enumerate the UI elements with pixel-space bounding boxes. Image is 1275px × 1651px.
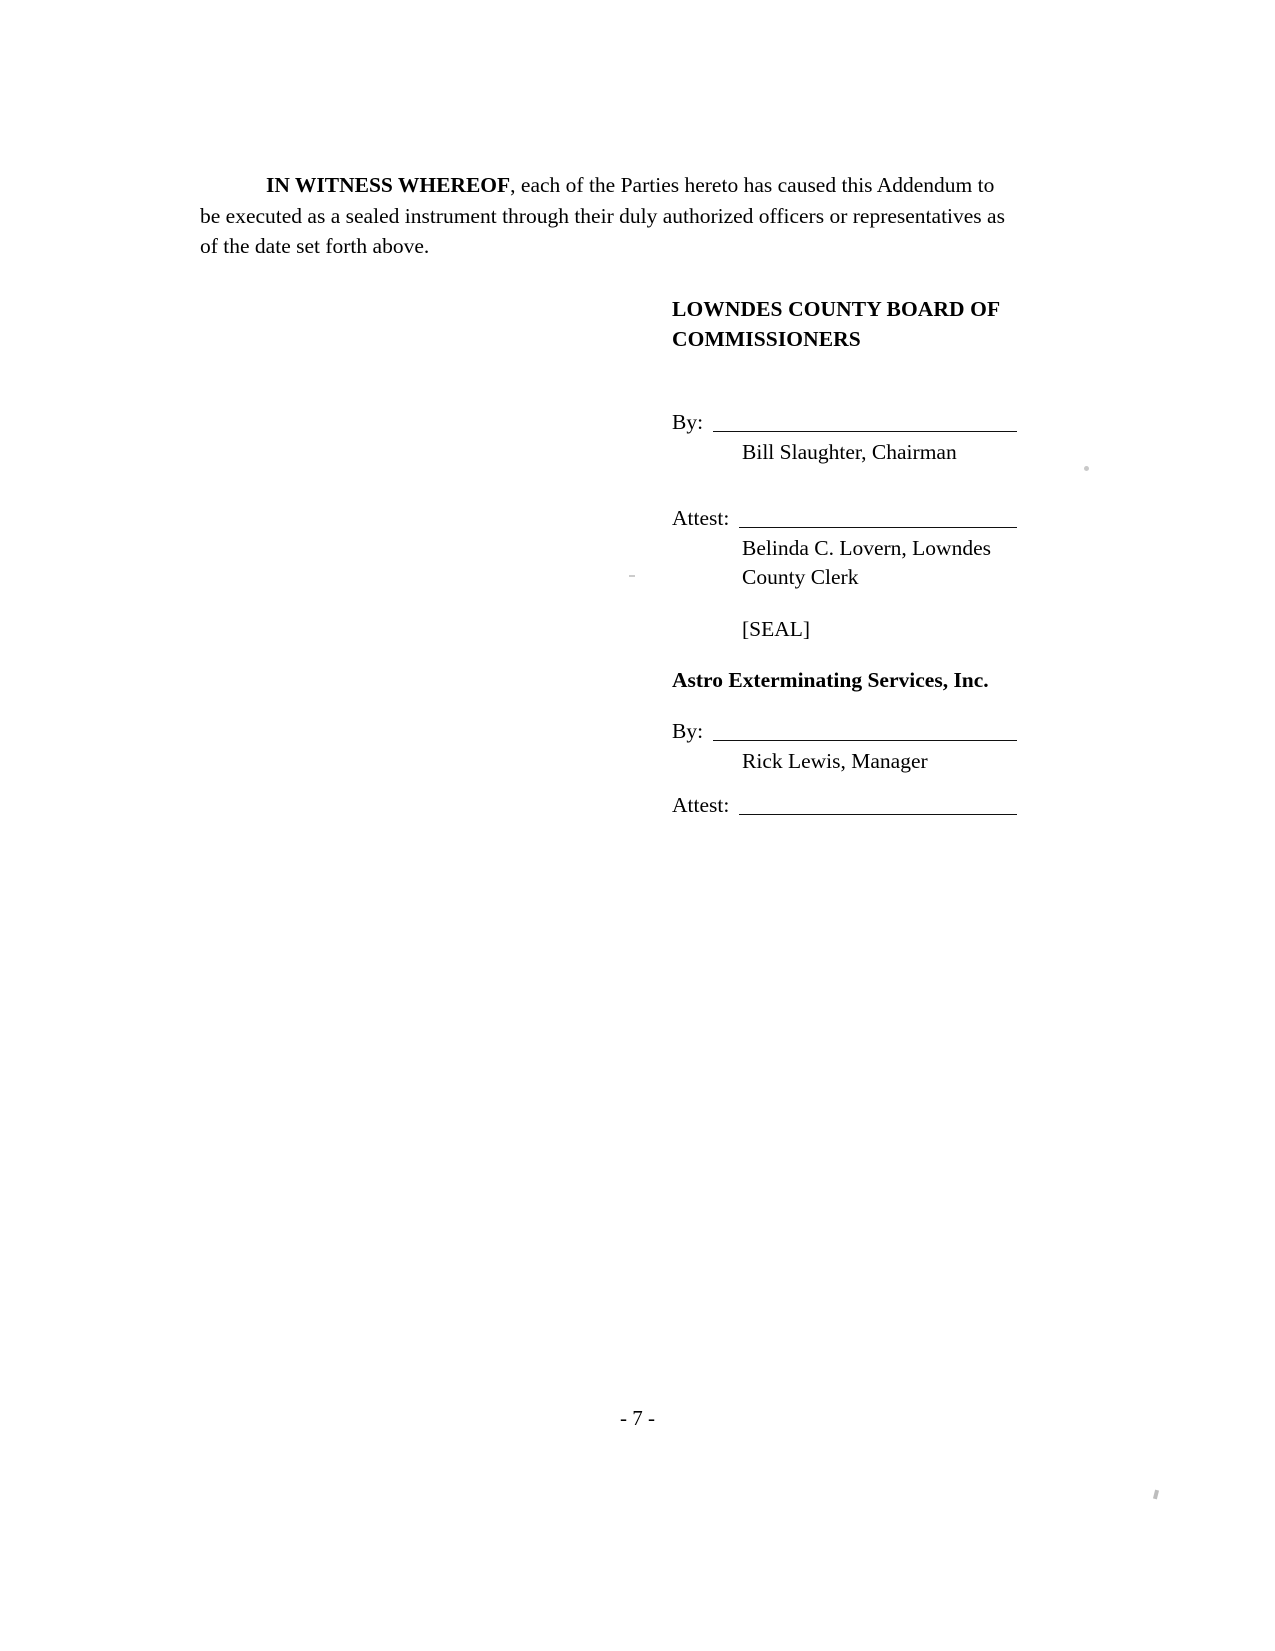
spacer (672, 591, 1017, 617)
county-attest-label: Attest: (672, 506, 730, 531)
seal-marker: [SEAL] (742, 617, 811, 642)
company-by-signature-line[interactable] (713, 740, 1017, 741)
signature-block (672, 295, 1017, 819)
spacer (672, 693, 1017, 719)
witness-paragraph (200, 170, 1012, 262)
county-by-label: By: (672, 410, 704, 435)
company-name: Astro Exterminating Services, Inc. (672, 668, 989, 693)
company-by-label: By: (672, 719, 704, 744)
county-by-name: Bill Slaughter, Chairman (742, 440, 957, 465)
company-by-row (672, 719, 1017, 745)
company-by-name: Rick Lewis, Manager (742, 748, 928, 773)
company-attest-signature-line[interactable] (739, 814, 1017, 815)
county-by-signature-line[interactable] (713, 431, 1017, 432)
witness-paragraph-lead: IN WITNESS WHEREOF (266, 173, 511, 197)
page-number: - 7 - (620, 1406, 655, 1430)
county-organization-name: LOWNDES COUNTY BOARD OF COMMISSIONERS (672, 297, 1000, 351)
company-attest-row (672, 793, 1017, 819)
county-attest-signature-line[interactable] (739, 527, 1017, 528)
county-by-row (672, 410, 1017, 436)
spacer (672, 775, 1017, 793)
scan-artifact (1084, 466, 1089, 471)
spacer (672, 354, 1017, 410)
company-attest-label: Attest: (672, 793, 730, 818)
witness-paragraph-block (200, 170, 1012, 262)
spacer (672, 466, 1017, 506)
county-attest-name: Belinda C. Lovern, Lowndes County Clerk (742, 536, 991, 589)
scan-artifact (629, 575, 635, 577)
spacer (672, 642, 1017, 668)
scan-artifact (1153, 1490, 1159, 1500)
witness-paragraph-rest: , each of the Parties hereto has caused this Addendum to be executed as a sealed instrument through their duly authorized officers or representatives as of the date set forth above. (200, 173, 1005, 259)
county-attest-row (672, 506, 1017, 532)
